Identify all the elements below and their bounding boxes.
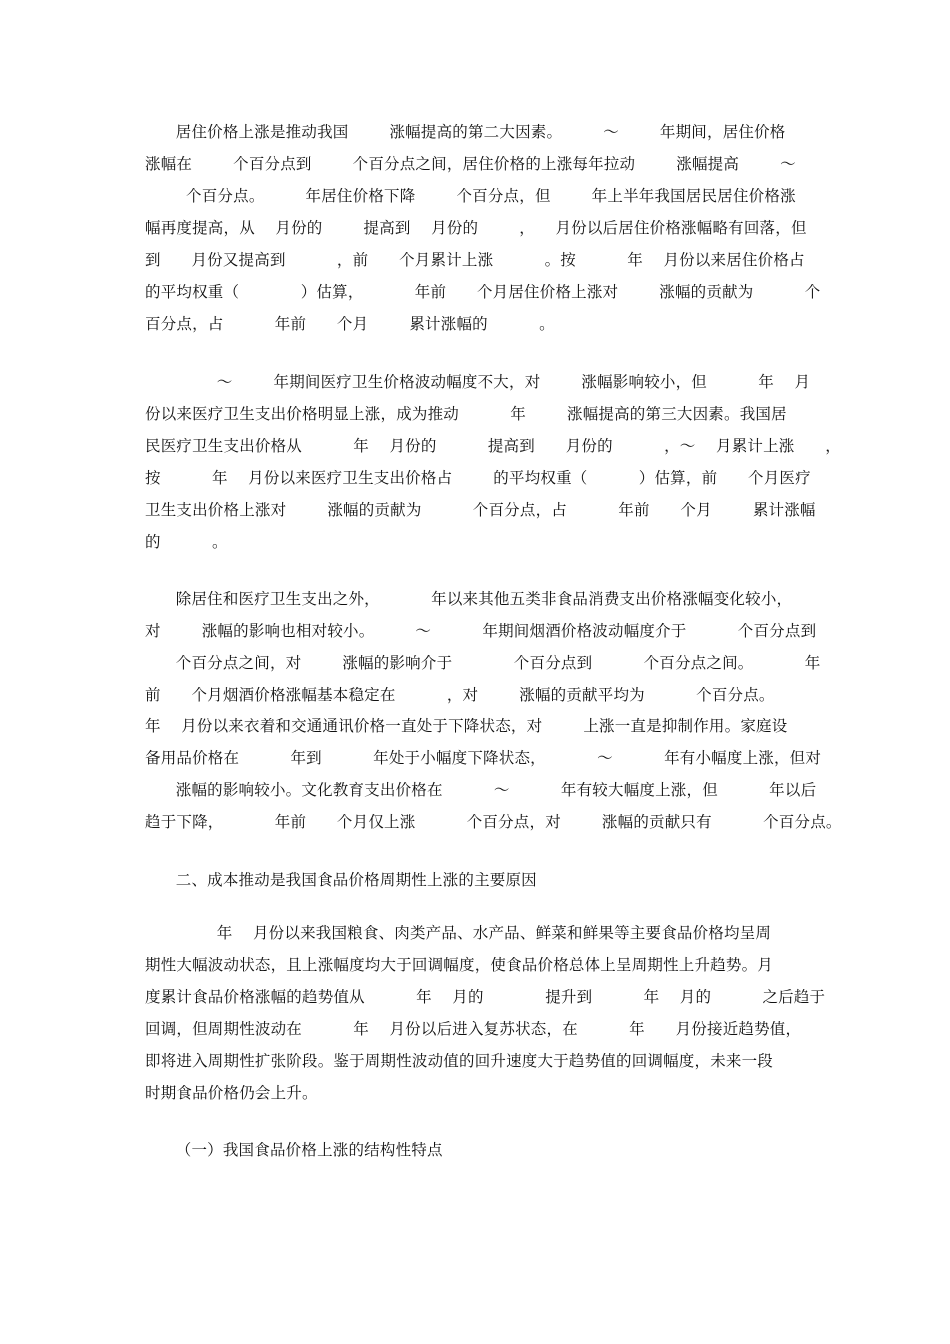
paragraph-line: 年 月份以来衣着和交通通讯价格一直处于下降状态，对 上涨一直是抑制作用。家庭设 bbox=[145, 717, 788, 735]
paragraph-line: 个百分点。 年居住价格下降 个百分点，但 年上半年我国居民居住价格涨 bbox=[145, 187, 796, 205]
paragraph-line: 年 月份以来我国粮食、肉类产品、水产品、鲜菜和鲜果等主要食品价格均呈周 bbox=[145, 924, 772, 942]
paragraph-line: 的平均权重（ ）估算， 年前 个月居住价格上涨对 涨幅的贡献为 个 bbox=[145, 283, 821, 301]
paragraph-line: 备用品价格在 年到 年处于小幅度下降状态， ～ 年有小幅度上涨，但对 bbox=[145, 749, 822, 767]
paragraph-line: 涨幅的影响较小。文化教育支出价格在 ～ 年有较大幅度上涨，但 年以后 bbox=[145, 781, 817, 799]
subsection-heading: （一）我国食品价格上涨的结构性特点 bbox=[145, 1141, 443, 1159]
paragraph-line: 居住价格上涨是推动我国 涨幅提高的第二大因素。 ～ 年期间，居住价格 bbox=[145, 123, 786, 141]
paragraph-line: 除居住和医疗卫生支出之外， 年以来其他五类非食品消费支出价格涨幅变化较小， bbox=[145, 590, 793, 608]
paragraph-line: 涨幅在 个百分点到 个百分点之间，居住价格的上涨每年拉动 涨幅提高 ～ bbox=[145, 155, 796, 173]
paragraph-line: 期性大幅波动状态，且上涨幅度均大于回调幅度，使食品价格总体上呈周期性上升趋势。月 bbox=[145, 956, 774, 974]
paragraph-line: 前 个月烟酒价格涨幅基本稳定在 ，对 涨幅的贡献平均为 个百分点。 bbox=[145, 686, 775, 704]
paragraph-line: 的 。 bbox=[145, 533, 228, 551]
paragraph-line: ～ 年期间医疗卫生价格波动幅度不大，对 涨幅影响较小，但 年 月 bbox=[145, 373, 811, 391]
paragraph-line: 份以来医疗卫生支出价格明显上涨，成为推动 年 涨幅提高的第三大因素。我国居 bbox=[145, 405, 787, 423]
paragraph-line: 到 月份又提高到 ，前 个月累计上涨 。按 年 月份以来居住价格占 bbox=[145, 251, 805, 269]
paragraph-line: 幅再度提高，从 月份的 提高到 月份的 ， 月份以后居住价格涨幅略有回落，但 bbox=[145, 219, 807, 237]
paragraph-line: 时期食品价格仍会上升。 bbox=[145, 1084, 318, 1102]
paragraph-line: 对 涨幅的影响也相对较小。 ～ 年期间烟酒价格波动幅度介于 个百分点到 bbox=[145, 622, 817, 640]
paragraph-line: 个百分点之间，对 涨幅的影响介于 个百分点到 个百分点之间。 年 bbox=[145, 654, 821, 672]
paragraph-line: 民医疗卫生支出价格从 年 月份的 提高到 月份的 ，～ 月累计上涨 ， bbox=[145, 437, 841, 455]
paragraph-line: 百分点，占 年前 个月 累计涨幅的 。 bbox=[145, 315, 555, 333]
paragraph-line: 卫生支出价格上涨对 涨幅的贡献为 个百分点，占 年前 个月 累计涨幅 bbox=[145, 501, 816, 519]
section-heading: 二、成本推动是我国食品价格周期性上涨的主要原因 bbox=[145, 871, 537, 889]
paragraph-line: 回调，但周期性波动在 年 月份以后进入复苏状态，在 年 月份接近趋势值， bbox=[145, 1020, 802, 1038]
paragraph-line: 度累计食品价格涨幅的趋势值从 年 月的 提升到 年 月的 之后趋于 bbox=[145, 988, 826, 1006]
paragraph-line: 趋于下降， 年前 个月仅上涨 个百分点，对 涨幅的贡献只有 个百分点。 bbox=[145, 813, 842, 831]
paragraph-line: 按 年 月份以来医疗卫生支出价格占 的平均权重（ ）估算，前 个月医疗 bbox=[145, 469, 811, 487]
paragraph-line: 即将进入周期性扩张阶段。鉴于周期性波动值的回升速度大于趋势值的回调幅度，未来一段 bbox=[145, 1052, 774, 1070]
